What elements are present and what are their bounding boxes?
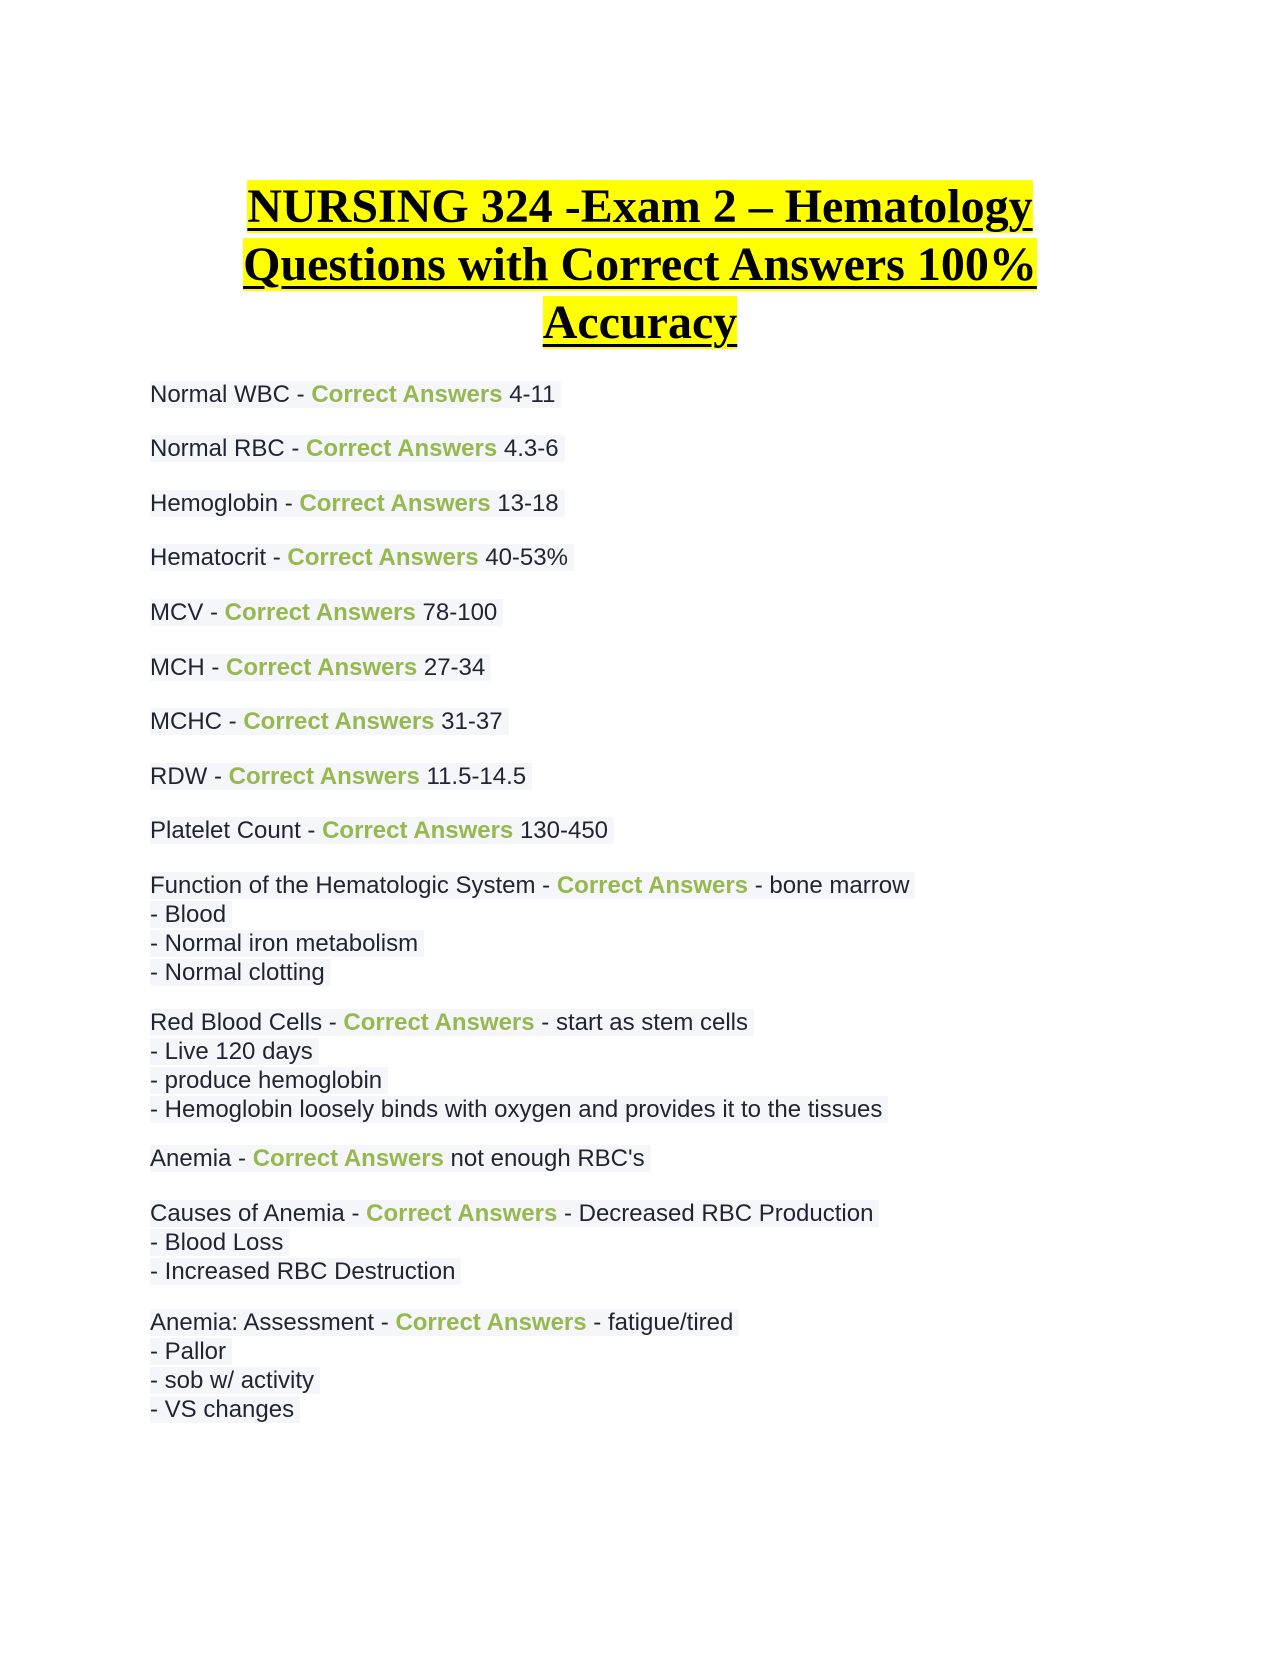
answer-continuation-line [150, 1257, 879, 1286]
correct-answers-label: Correct Answers [225, 654, 418, 681]
correct-answers-label: Correct Answers [228, 763, 420, 790]
question-text: Hemoglobin - [150, 490, 300, 517]
question-text: Normal RBC - [150, 435, 307, 462]
qa-item [150, 598, 503, 627]
qa-line-highlight [150, 490, 565, 517]
qa-question-line [150, 1308, 739, 1337]
correct-answers-label: Correct Answers [252, 1145, 444, 1172]
answer-text: 40-53% [478, 544, 568, 571]
qa-line-highlight [150, 1200, 879, 1227]
answer-text: 13-18 [490, 490, 559, 517]
qa-question-line [150, 762, 532, 791]
correct-answers-label: Correct Answers [287, 544, 479, 571]
answer-continuation-line [150, 1066, 888, 1095]
qa-line-highlight [150, 1009, 754, 1036]
question-text: Anemia - [150, 1145, 253, 1172]
answer-continuation-line [150, 1337, 739, 1366]
question-text: Red Blood Cells - [150, 1009, 344, 1036]
continuation-text: - Normal iron metabolism [150, 930, 424, 957]
answer-continuation-line [150, 1395, 739, 1424]
continuation-text: - VS changes [150, 1396, 300, 1423]
qa-item [150, 380, 561, 409]
qa-item [150, 1144, 651, 1173]
answer-text: 130-450 [513, 817, 609, 844]
qa-line-highlight [150, 872, 915, 899]
qa-line-highlight [150, 763, 532, 790]
qa-question-line [150, 816, 614, 845]
qa-line-highlight [150, 599, 503, 626]
answer-continuation-line [150, 929, 915, 958]
qa-item [150, 1308, 739, 1424]
document-title [150, 178, 1130, 352]
correct-answers-label: Correct Answers [556, 872, 749, 899]
answer-continuation-line [150, 1228, 879, 1257]
answer-text: - bone marrow [748, 872, 910, 899]
continuation-text: - Live 120 days [150, 1038, 319, 1065]
qa-item [150, 762, 532, 791]
qa-question-line [150, 871, 915, 900]
qa-item [150, 434, 565, 463]
qa-line-highlight [150, 654, 491, 681]
qa-question-line [150, 489, 565, 518]
correct-answers-label: Correct Answers [322, 817, 514, 844]
correct-answers-label: Correct Answers [343, 1009, 535, 1036]
correct-answers-label: Correct Answers [299, 490, 491, 517]
question-text: MCHC - [150, 708, 244, 735]
correct-answers-label: Correct Answers [366, 1200, 558, 1227]
answer-text: - start as stem cells [534, 1009, 748, 1036]
question-text: RDW - [150, 763, 229, 790]
continuation-text: - Hemoglobin loosely binds with oxygen and provides it to the tissues [150, 1096, 888, 1123]
question-text: Normal WBC - [150, 381, 312, 408]
qa-item [150, 543, 574, 572]
qa-question-line [150, 1008, 888, 1037]
qa-question-line [150, 1199, 879, 1228]
qa-line-highlight [150, 1145, 651, 1172]
answer-text: 11.5-14.5 [419, 763, 527, 790]
qa-line-highlight [150, 1309, 739, 1336]
continuation-text: - Blood Loss [150, 1229, 289, 1256]
qa-question-line [150, 598, 503, 627]
continuation-text: - Pallor [150, 1338, 232, 1365]
qa-question-line [150, 380, 561, 409]
answer-text: - Decreased RBC Production [557, 1200, 874, 1227]
answer-continuation-line [150, 958, 915, 987]
question-text: Function of the Hematologic System - [150, 872, 557, 899]
qa-item [150, 489, 565, 518]
question-text: Hematocrit - [150, 544, 288, 571]
answer-text: 4-11 [502, 381, 556, 408]
answer-text: 78-100 [415, 599, 498, 626]
answer-text: - fatigue/tired [586, 1309, 734, 1336]
qa-line-highlight [150, 544, 574, 571]
qa-item [150, 707, 509, 736]
answer-text: 31-37 [434, 708, 503, 735]
qa-question-line [150, 543, 574, 572]
title-line-2: Questions with Correct Answers 100% [243, 238, 1037, 291]
continuation-text: - Blood [150, 901, 232, 928]
answer-continuation-line [150, 1366, 739, 1395]
qa-item [150, 1008, 888, 1124]
qa-line-highlight [150, 435, 565, 462]
question-text: Anemia: Assessment - [150, 1309, 396, 1336]
continuation-text: - sob w/ activity [150, 1367, 320, 1394]
qa-question-line [150, 434, 565, 463]
qa-item [150, 816, 614, 845]
qa-line-highlight [150, 708, 509, 735]
qa-line-highlight [150, 817, 614, 844]
correct-answers-label: Correct Answers [243, 708, 435, 735]
correct-answers-label: Correct Answers [306, 435, 498, 462]
answer-text: 4.3-6 [497, 435, 559, 462]
qa-item [150, 653, 491, 682]
continuation-text: - Increased RBC Destruction [150, 1258, 461, 1285]
qa-question-line [150, 653, 491, 682]
title-line-3: Accuracy [542, 296, 738, 349]
answer-text: not enough RBC's [443, 1145, 645, 1172]
qa-item [150, 871, 915, 987]
answer-continuation-line [150, 900, 915, 929]
question-text: Causes of Anemia - [150, 1200, 367, 1227]
answer-continuation-line [150, 1037, 888, 1066]
qa-item [150, 1199, 879, 1286]
qa-line-highlight [150, 381, 561, 408]
correct-answers-label: Correct Answers [224, 599, 416, 626]
qa-question-line [150, 707, 509, 736]
title-line-1: NURSING 324 -Exam 2 – Hematology [247, 180, 1033, 233]
question-text: MCV - [150, 599, 225, 626]
continuation-text: - produce hemoglobin [150, 1067, 388, 1094]
answer-continuation-line [150, 1095, 888, 1124]
question-text: MCH - [150, 654, 226, 681]
correct-answers-label: Correct Answers [395, 1309, 587, 1336]
continuation-text: - Normal clotting [150, 959, 331, 986]
correct-answers-label: Correct Answers [311, 381, 503, 408]
question-text: Platelet Count - [150, 817, 323, 844]
qa-question-line [150, 1144, 651, 1173]
answer-text: 27-34 [417, 654, 486, 681]
